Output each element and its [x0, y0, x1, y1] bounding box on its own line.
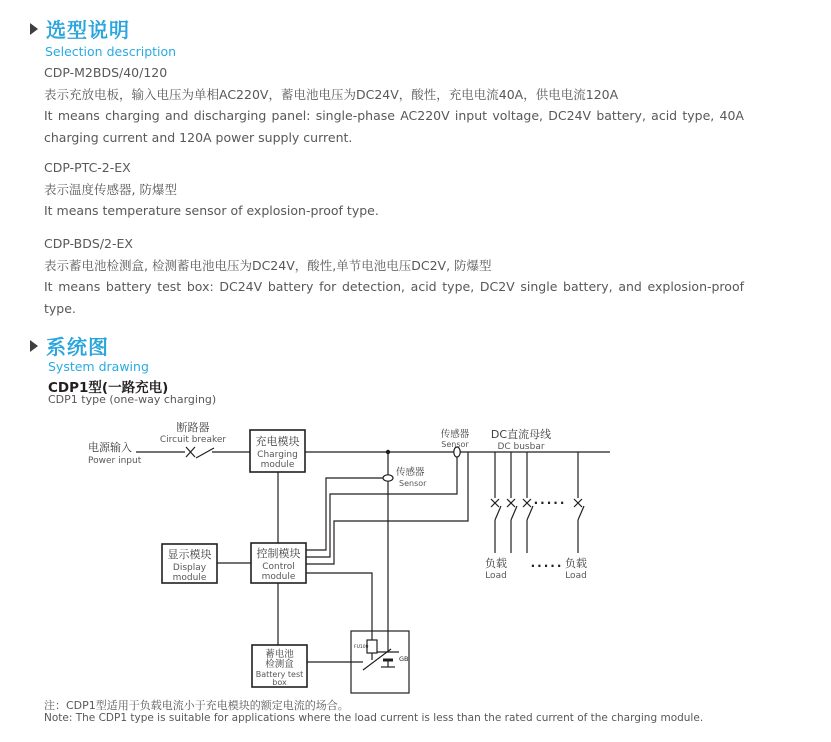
model-desc-en: It means battery test box: DC24V battery for detection, acid type, DC2V single battery, and explosion-proof type. [44, 279, 744, 316]
model-code: CDP-BDS/2-EX [44, 236, 133, 251]
bus-sensor-label-en: Sensor [441, 440, 469, 449]
footnote-zh: 注：CDP1型适用于负载电流小于充电模块的额定电流的场合。 [44, 699, 349, 712]
testbox-label-zh2: 检测盒 [265, 659, 294, 670]
busbar-label-en: DC busbar [497, 442, 545, 452]
bus-sensor-label-zh: 传感器 [440, 429, 470, 440]
charging-label-zh: 充电模块 [255, 435, 300, 448]
fuse-label: FU100 [354, 645, 369, 650]
diagram-subtitle-en: CDP1 type (one-way charging) [48, 393, 217, 406]
model-code: CDP-PTC-2-EX [44, 160, 131, 175]
display-label-zh: 显示模块 [167, 548, 212, 561]
model-code: CDP-M2BDS/40/120 [44, 65, 168, 80]
display-label-en2: module [172, 573, 207, 583]
load-label-2-en: Load [565, 571, 587, 581]
battery-label: GB [399, 655, 409, 663]
testbox-label-en2: box [272, 678, 287, 687]
breaker-ellipsis: ····· [533, 496, 567, 510]
load-label-1-zh: 负载 [485, 557, 507, 570]
power-input-label-en: Power input [88, 456, 142, 466]
selection-title-zh: 选型说明 [46, 18, 130, 42]
load-label-1-en: Load [485, 571, 507, 581]
testbox-label-en1: Battery test [255, 670, 304, 679]
diagram-subtitle-zh: CDP1型(一路充电) [48, 380, 169, 396]
control-label-en1: Control [262, 562, 295, 572]
control-fuse-link [306, 573, 372, 631]
breaker-label-zh: 断路器 [176, 421, 210, 434]
display-label-en1: Display [172, 563, 207, 573]
model-desc-zh: 表示温度传感器, 防爆型 [44, 181, 177, 197]
model-desc-zh: 表示蓄电池检测盒, 检测蓄电池电压为DC24V，酸性,单节电池电压DC2V, 防爆型 [44, 257, 492, 273]
sensor-wires [306, 452, 468, 564]
load-branches [491, 452, 584, 553]
selection-title-en: Selection description [45, 44, 177, 59]
control-label-zh: 控制模块 [256, 547, 301, 560]
breaker-label-en: Circuit breaker [159, 435, 227, 445]
system-title-en: System drawing [48, 359, 149, 374]
power-input-line [136, 447, 250, 458]
charging-label-en2: module [260, 460, 295, 470]
busbar-label-zh: DC直流母线 [490, 428, 552, 441]
battery-sensor-label-zh: 传感器 [396, 467, 425, 478]
testbox-label-zh1: 蓄电池 [265, 649, 294, 660]
load-ellipsis: ····· [530, 559, 564, 573]
control-label-en2: module [261, 572, 296, 582]
load-label-2-zh: 负载 [565, 557, 587, 570]
model-desc-en: It means temperature sensor of explosion-proof type. [44, 203, 379, 218]
battery-sensor-symbol [383, 475, 393, 481]
charging-label-en1: Charging [257, 450, 298, 460]
model-desc-en: It means charging and discharging panel: single-phase AC220V input voltage, DC24V battery, acid type, 40A charging current and 120A power supply current. [44, 108, 744, 145]
battery-sensor-label-en: Sensor [399, 479, 427, 488]
power-input-label-zh: 电源输入 [88, 441, 132, 454]
model-desc-zh: 表示充放电板，输入电压为单相AC220V，蓄电池电压为DC24V，酸性，充电电流40A，供电电流120A [44, 86, 619, 102]
system-title-zh: 系统图 [46, 335, 109, 359]
footnote-en: Note: The CDP1 type is suitable for applications where the load current is less than the rated current of the charging module. [44, 712, 704, 724]
fuse-symbol [367, 640, 377, 653]
